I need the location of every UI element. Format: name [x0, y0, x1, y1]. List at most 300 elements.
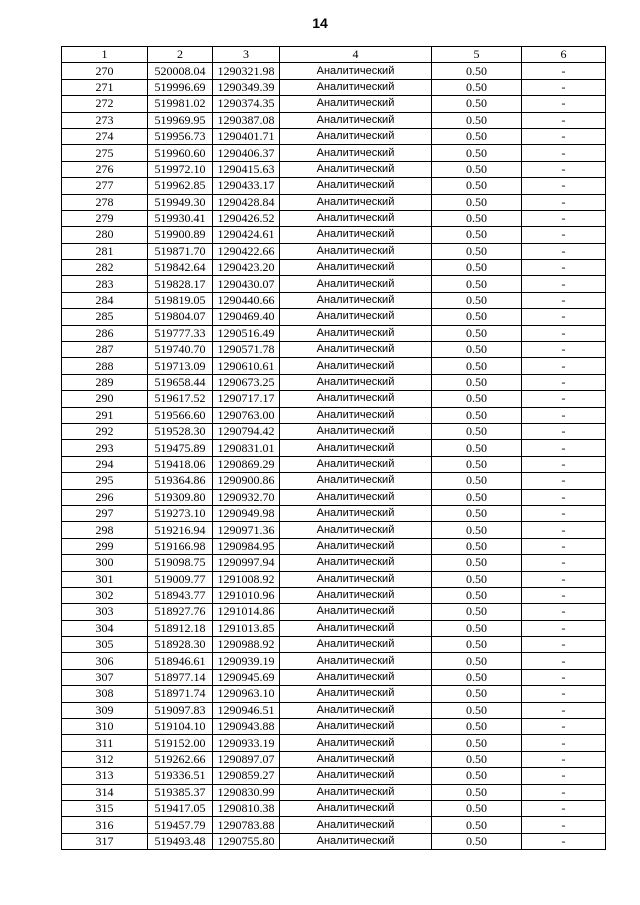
- method-cell: Аналитический: [280, 571, 432, 587]
- y-coordinate-cell: 1290673.25: [213, 374, 280, 390]
- accuracy-cell: 0.50: [432, 473, 522, 489]
- point-number-cell: 297: [62, 505, 148, 521]
- note-cell: -: [522, 555, 606, 571]
- x-coordinate-cell: 519457.79: [148, 817, 213, 833]
- point-number-cell: 271: [62, 79, 148, 95]
- accuracy-cell: 0.50: [432, 768, 522, 784]
- x-coordinate-cell: 519900.89: [148, 227, 213, 243]
- table-row: [62, 604, 606, 620]
- point-number-cell: 315: [62, 800, 148, 816]
- accuracy-cell: 0.50: [432, 63, 522, 79]
- y-coordinate-cell: 1290440.66: [213, 292, 280, 308]
- table-row: [62, 669, 606, 685]
- x-coordinate-cell: 519273.10: [148, 505, 213, 521]
- accuracy-cell: 0.50: [432, 243, 522, 259]
- y-coordinate-cell: 1290946.51: [213, 702, 280, 718]
- method-cell: Аналитический: [280, 473, 432, 489]
- table-row: [62, 440, 606, 456]
- point-number-cell: 312: [62, 751, 148, 767]
- method-cell: Аналитический: [280, 161, 432, 177]
- table-row: [62, 473, 606, 489]
- accuracy-cell: 0.50: [432, 505, 522, 521]
- method-cell: Аналитический: [280, 260, 432, 276]
- table-row: [62, 555, 606, 571]
- accuracy-cell: 0.50: [432, 260, 522, 276]
- method-cell: Аналитический: [280, 735, 432, 751]
- y-coordinate-cell: 1290422.66: [213, 243, 280, 259]
- accuracy-cell: 0.50: [432, 587, 522, 603]
- y-coordinate-cell: 1290426.52: [213, 210, 280, 226]
- method-cell: Аналитический: [280, 292, 432, 308]
- point-number-cell: 273: [62, 112, 148, 128]
- accuracy-cell: 0.50: [432, 735, 522, 751]
- method-cell: Аналитический: [280, 358, 432, 374]
- x-coordinate-cell: 519960.60: [148, 145, 213, 161]
- table-row: [62, 653, 606, 669]
- y-coordinate-cell: 1291014.86: [213, 604, 280, 620]
- method-cell: Аналитический: [280, 210, 432, 226]
- accuracy-cell: 0.50: [432, 342, 522, 358]
- table-row: [62, 292, 606, 308]
- y-coordinate-cell: 1290971.36: [213, 522, 280, 538]
- table-row: [62, 325, 606, 341]
- accuracy-cell: 0.50: [432, 128, 522, 144]
- point-number-cell: 278: [62, 194, 148, 210]
- y-coordinate-cell: 1290349.39: [213, 79, 280, 95]
- note-cell: -: [522, 112, 606, 128]
- point-number-cell: 314: [62, 784, 148, 800]
- note-cell: -: [522, 342, 606, 358]
- table-row: [62, 423, 606, 439]
- note-cell: -: [522, 620, 606, 636]
- x-coordinate-cell: 519417.05: [148, 800, 213, 816]
- x-coordinate-cell: 518928.30: [148, 637, 213, 653]
- table-row: [62, 637, 606, 653]
- point-number-cell: 316: [62, 817, 148, 833]
- x-coordinate-cell: 518977.14: [148, 669, 213, 685]
- point-number-cell: 292: [62, 423, 148, 439]
- point-number-cell: 283: [62, 276, 148, 292]
- method-cell: Аналитический: [280, 489, 432, 505]
- coordinates-table: [61, 46, 606, 850]
- point-number-cell: 289: [62, 374, 148, 390]
- method-cell: Аналитический: [280, 604, 432, 620]
- table-row: [62, 505, 606, 521]
- method-cell: Аналитический: [280, 227, 432, 243]
- table-row: [62, 391, 606, 407]
- note-cell: -: [522, 358, 606, 374]
- point-number-cell: 285: [62, 309, 148, 325]
- accuracy-cell: 0.50: [432, 161, 522, 177]
- y-coordinate-cell: 1290810.38: [213, 800, 280, 816]
- x-coordinate-cell: 519364.86: [148, 473, 213, 489]
- note-cell: -: [522, 817, 606, 833]
- x-coordinate-cell: 519819.05: [148, 292, 213, 308]
- note-cell: -: [522, 96, 606, 112]
- x-coordinate-cell: 519152.00: [148, 735, 213, 751]
- note-cell: -: [522, 522, 606, 538]
- accuracy-cell: 0.50: [432, 79, 522, 95]
- x-coordinate-cell: 519166.98: [148, 538, 213, 554]
- y-coordinate-cell: 1290571.78: [213, 342, 280, 358]
- y-coordinate-cell: 1290387.08: [213, 112, 280, 128]
- x-coordinate-cell: 519972.10: [148, 161, 213, 177]
- method-cell: Аналитический: [280, 784, 432, 800]
- method-cell: Аналитический: [280, 505, 432, 521]
- point-number-cell: 294: [62, 456, 148, 472]
- y-coordinate-cell: 1290401.71: [213, 128, 280, 144]
- method-cell: Аналитический: [280, 538, 432, 554]
- accuracy-cell: 0.50: [432, 456, 522, 472]
- x-coordinate-cell: 519216.94: [148, 522, 213, 538]
- table-row: [62, 719, 606, 735]
- y-coordinate-cell: 1290939.19: [213, 653, 280, 669]
- method-cell: Аналитический: [280, 440, 432, 456]
- method-cell: Аналитический: [280, 309, 432, 325]
- table-row: [62, 210, 606, 226]
- x-coordinate-cell: 518912.18: [148, 620, 213, 636]
- point-number-cell: 282: [62, 260, 148, 276]
- table-row: [62, 96, 606, 112]
- note-cell: -: [522, 292, 606, 308]
- method-cell: Аналитический: [280, 178, 432, 194]
- table-row: [62, 686, 606, 702]
- method-cell: Аналитический: [280, 768, 432, 784]
- x-coordinate-cell: 518946.61: [148, 653, 213, 669]
- column-header: 2: [148, 47, 213, 63]
- y-coordinate-cell: 1291008.92: [213, 571, 280, 587]
- y-coordinate-cell: 1290424.61: [213, 227, 280, 243]
- table-row: [62, 194, 606, 210]
- point-number-cell: 299: [62, 538, 148, 554]
- method-cell: Аналитический: [280, 751, 432, 767]
- method-cell: Аналитический: [280, 686, 432, 702]
- accuracy-cell: 0.50: [432, 112, 522, 128]
- method-cell: Аналитический: [280, 391, 432, 407]
- note-cell: -: [522, 768, 606, 784]
- method-cell: Аналитический: [280, 63, 432, 79]
- accuracy-cell: 0.50: [432, 309, 522, 325]
- note-cell: -: [522, 686, 606, 702]
- method-cell: Аналитический: [280, 719, 432, 735]
- method-cell: Аналитический: [280, 145, 432, 161]
- note-cell: -: [522, 637, 606, 653]
- table-row: [62, 63, 606, 79]
- table-row: [62, 227, 606, 243]
- table-body: [62, 63, 606, 850]
- point-number-cell: 311: [62, 735, 148, 751]
- method-cell: Аналитический: [280, 702, 432, 718]
- table-row: [62, 309, 606, 325]
- note-cell: -: [522, 702, 606, 718]
- x-coordinate-cell: 519713.09: [148, 358, 213, 374]
- y-coordinate-cell: 1290610.61: [213, 358, 280, 374]
- note-cell: -: [522, 145, 606, 161]
- y-coordinate-cell: 1290516.49: [213, 325, 280, 341]
- column-header: 3: [213, 47, 280, 63]
- point-number-cell: 286: [62, 325, 148, 341]
- note-cell: -: [522, 604, 606, 620]
- y-coordinate-cell: 1290943.88: [213, 719, 280, 735]
- point-number-cell: 280: [62, 227, 148, 243]
- point-number-cell: 275: [62, 145, 148, 161]
- accuracy-cell: 0.50: [432, 669, 522, 685]
- y-coordinate-cell: 1290763.00: [213, 407, 280, 423]
- x-coordinate-cell: 519475.89: [148, 440, 213, 456]
- method-cell: Аналитический: [280, 620, 432, 636]
- method-cell: Аналитический: [280, 456, 432, 472]
- method-cell: Аналитический: [280, 325, 432, 341]
- accuracy-cell: 0.50: [432, 292, 522, 308]
- y-coordinate-cell: 1290469.40: [213, 309, 280, 325]
- column-header: 1: [62, 47, 148, 63]
- y-coordinate-cell: 1290949.98: [213, 505, 280, 521]
- method-cell: Аналитический: [280, 96, 432, 112]
- accuracy-cell: 0.50: [432, 178, 522, 194]
- x-coordinate-cell: 520008.04: [148, 63, 213, 79]
- x-coordinate-cell: 518927.76: [148, 604, 213, 620]
- point-number-cell: 279: [62, 210, 148, 226]
- note-cell: -: [522, 505, 606, 521]
- table-row: [62, 538, 606, 554]
- table-row: [62, 358, 606, 374]
- method-cell: Аналитический: [280, 423, 432, 439]
- table-row: [62, 735, 606, 751]
- x-coordinate-cell: 519617.52: [148, 391, 213, 407]
- accuracy-cell: 0.50: [432, 538, 522, 554]
- table-row: [62, 260, 606, 276]
- accuracy-cell: 0.50: [432, 440, 522, 456]
- note-cell: -: [522, 128, 606, 144]
- accuracy-cell: 0.50: [432, 833, 522, 849]
- table-row: [62, 456, 606, 472]
- accuracy-cell: 0.50: [432, 489, 522, 505]
- y-coordinate-cell: 1290897.07: [213, 751, 280, 767]
- x-coordinate-cell: 519969.95: [148, 112, 213, 128]
- note-cell: -: [522, 784, 606, 800]
- y-coordinate-cell: 1290859.27: [213, 768, 280, 784]
- y-coordinate-cell: 1290830.99: [213, 784, 280, 800]
- accuracy-cell: 0.50: [432, 571, 522, 587]
- y-coordinate-cell: 1290794.42: [213, 423, 280, 439]
- method-cell: Аналитический: [280, 276, 432, 292]
- note-cell: -: [522, 735, 606, 751]
- method-cell: Аналитический: [280, 243, 432, 259]
- accuracy-cell: 0.50: [432, 784, 522, 800]
- point-number-cell: 293: [62, 440, 148, 456]
- y-coordinate-cell: 1290433.17: [213, 178, 280, 194]
- y-coordinate-cell: 1290717.17: [213, 391, 280, 407]
- y-coordinate-cell: 1290783.88: [213, 817, 280, 833]
- x-coordinate-cell: 519981.02: [148, 96, 213, 112]
- note-cell: -: [522, 751, 606, 767]
- point-number-cell: 300: [62, 555, 148, 571]
- y-coordinate-cell: 1291013.85: [213, 620, 280, 636]
- x-coordinate-cell: 519996.69: [148, 79, 213, 95]
- accuracy-cell: 0.50: [432, 604, 522, 620]
- point-number-cell: 308: [62, 686, 148, 702]
- x-coordinate-cell: 519740.70: [148, 342, 213, 358]
- point-number-cell: 301: [62, 571, 148, 587]
- note-cell: -: [522, 440, 606, 456]
- accuracy-cell: 0.50: [432, 227, 522, 243]
- method-cell: Аналитический: [280, 342, 432, 358]
- point-number-cell: 270: [62, 63, 148, 79]
- y-coordinate-cell: 1290900.86: [213, 473, 280, 489]
- table-row: [62, 784, 606, 800]
- table-row: [62, 79, 606, 95]
- point-number-cell: 276: [62, 161, 148, 177]
- table-row: [62, 145, 606, 161]
- y-coordinate-cell: 1290963.10: [213, 686, 280, 702]
- x-coordinate-cell: 519097.83: [148, 702, 213, 718]
- accuracy-cell: 0.50: [432, 719, 522, 735]
- table-row: [62, 489, 606, 505]
- point-number-cell: 296: [62, 489, 148, 505]
- point-number-cell: 291: [62, 407, 148, 423]
- point-number-cell: 305: [62, 637, 148, 653]
- note-cell: -: [522, 374, 606, 390]
- note-cell: -: [522, 227, 606, 243]
- method-cell: Аналитический: [280, 833, 432, 849]
- accuracy-cell: 0.50: [432, 555, 522, 571]
- table-row: [62, 571, 606, 587]
- y-coordinate-cell: 1290415.63: [213, 161, 280, 177]
- table-row: [62, 178, 606, 194]
- table-row: [62, 817, 606, 833]
- point-number-cell: 303: [62, 604, 148, 620]
- point-number-cell: 295: [62, 473, 148, 489]
- y-coordinate-cell: 1291010.96: [213, 587, 280, 603]
- x-coordinate-cell: 519956.73: [148, 128, 213, 144]
- x-coordinate-cell: 519930.41: [148, 210, 213, 226]
- y-coordinate-cell: 1290831.01: [213, 440, 280, 456]
- table-row: [62, 620, 606, 636]
- accuracy-cell: 0.50: [432, 653, 522, 669]
- table-row: [62, 751, 606, 767]
- y-coordinate-cell: 1290430.07: [213, 276, 280, 292]
- note-cell: -: [522, 325, 606, 341]
- note-cell: -: [522, 669, 606, 685]
- method-cell: Аналитический: [280, 79, 432, 95]
- accuracy-cell: 0.50: [432, 145, 522, 161]
- table-row: [62, 702, 606, 718]
- accuracy-cell: 0.50: [432, 276, 522, 292]
- table-row: [62, 243, 606, 259]
- table-row: [62, 833, 606, 849]
- note-cell: -: [522, 571, 606, 587]
- point-number-cell: 287: [62, 342, 148, 358]
- point-number-cell: 272: [62, 96, 148, 112]
- method-cell: Аналитический: [280, 194, 432, 210]
- x-coordinate-cell: 519385.37: [148, 784, 213, 800]
- accuracy-cell: 0.50: [432, 686, 522, 702]
- accuracy-cell: 0.50: [432, 751, 522, 767]
- method-cell: Аналитический: [280, 669, 432, 685]
- point-number-cell: 288: [62, 358, 148, 374]
- column-header: 5: [432, 47, 522, 63]
- accuracy-cell: 0.50: [432, 620, 522, 636]
- note-cell: -: [522, 391, 606, 407]
- y-coordinate-cell: 1290374.35: [213, 96, 280, 112]
- note-cell: -: [522, 538, 606, 554]
- table-row: [62, 522, 606, 538]
- note-cell: -: [522, 178, 606, 194]
- method-cell: Аналитический: [280, 374, 432, 390]
- point-number-cell: 304: [62, 620, 148, 636]
- table-header-row: [62, 47, 606, 63]
- x-coordinate-cell: 519842.64: [148, 260, 213, 276]
- point-number-cell: 284: [62, 292, 148, 308]
- point-number-cell: 309: [62, 702, 148, 718]
- table-row: [62, 128, 606, 144]
- y-coordinate-cell: 1290406.37: [213, 145, 280, 161]
- method-cell: Аналитический: [280, 653, 432, 669]
- accuracy-cell: 0.50: [432, 194, 522, 210]
- y-coordinate-cell: 1290945.69: [213, 669, 280, 685]
- point-number-cell: 313: [62, 768, 148, 784]
- table-row: [62, 342, 606, 358]
- y-coordinate-cell: 1290869.29: [213, 456, 280, 472]
- accuracy-cell: 0.50: [432, 702, 522, 718]
- x-coordinate-cell: 519566.60: [148, 407, 213, 423]
- table-row: [62, 276, 606, 292]
- accuracy-cell: 0.50: [432, 96, 522, 112]
- y-coordinate-cell: 1290321.98: [213, 63, 280, 79]
- x-coordinate-cell: 519949.30: [148, 194, 213, 210]
- note-cell: -: [522, 243, 606, 259]
- table-row: [62, 374, 606, 390]
- x-coordinate-cell: 519658.44: [148, 374, 213, 390]
- accuracy-cell: 0.50: [432, 407, 522, 423]
- note-cell: -: [522, 79, 606, 95]
- note-cell: -: [522, 800, 606, 816]
- method-cell: Аналитический: [280, 128, 432, 144]
- note-cell: -: [522, 587, 606, 603]
- point-number-cell: 290: [62, 391, 148, 407]
- x-coordinate-cell: 519804.07: [148, 309, 213, 325]
- table-row: [62, 800, 606, 816]
- note-cell: -: [522, 161, 606, 177]
- x-coordinate-cell: 519828.17: [148, 276, 213, 292]
- accuracy-cell: 0.50: [432, 391, 522, 407]
- y-coordinate-cell: 1290988.92: [213, 637, 280, 653]
- x-coordinate-cell: 519098.75: [148, 555, 213, 571]
- accuracy-cell: 0.50: [432, 374, 522, 390]
- accuracy-cell: 0.50: [432, 358, 522, 374]
- note-cell: -: [522, 489, 606, 505]
- note-cell: -: [522, 473, 606, 489]
- point-number-cell: 302: [62, 587, 148, 603]
- note-cell: -: [522, 276, 606, 292]
- x-coordinate-cell: 519009.77: [148, 571, 213, 587]
- accuracy-cell: 0.50: [432, 210, 522, 226]
- point-number-cell: 306: [62, 653, 148, 669]
- point-number-cell: 317: [62, 833, 148, 849]
- point-number-cell: 310: [62, 719, 148, 735]
- y-coordinate-cell: 1290984.95: [213, 538, 280, 554]
- x-coordinate-cell: 519336.51: [148, 768, 213, 784]
- page-number: 14: [312, 15, 328, 31]
- y-coordinate-cell: 1290755.80: [213, 833, 280, 849]
- note-cell: -: [522, 63, 606, 79]
- method-cell: Аналитический: [280, 800, 432, 816]
- accuracy-cell: 0.50: [432, 522, 522, 538]
- note-cell: -: [522, 210, 606, 226]
- table-row: [62, 112, 606, 128]
- x-coordinate-cell: 518943.77: [148, 587, 213, 603]
- accuracy-cell: 0.50: [432, 800, 522, 816]
